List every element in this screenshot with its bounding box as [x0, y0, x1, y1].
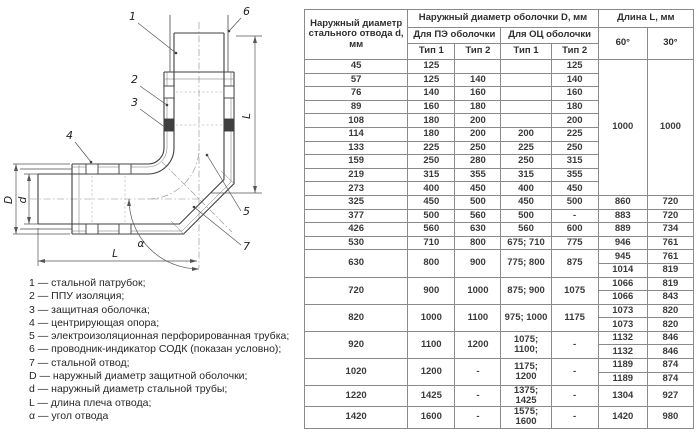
- cell-casing-diameter: -: [551, 209, 598, 223]
- dim-label-alpha: α: [137, 238, 145, 250]
- cell-steel-diameter: 57: [305, 73, 408, 87]
- legend-item: 3 — защитная оболочка;: [29, 303, 150, 316]
- cell-length-30: 820: [647, 318, 693, 332]
- spec-table: [304, 9, 694, 429]
- cell-length-60: 946: [598, 236, 647, 250]
- dim-label-d: d: [17, 196, 29, 204]
- legend-item: L — длина плеча отвода;: [29, 396, 152, 409]
- cell-length-30: 820: [647, 304, 693, 318]
- cell-casing-diameter: 200: [501, 127, 551, 141]
- cell-casing-diameter: 800: [455, 236, 501, 250]
- cell-casing-diameter: 140: [408, 87, 455, 101]
- cell-casing-diameter: 560: [408, 223, 455, 237]
- cell-casing-diameter: 280: [455, 155, 501, 169]
- cell-casing-diameter: [501, 100, 551, 114]
- legend-item: 5 — электроизоляционная перфорированная трубка;: [29, 330, 290, 343]
- cell-casing-diameter: 500: [455, 195, 501, 209]
- cell-casing-diameter: 250: [455, 141, 501, 155]
- table-row: [305, 223, 694, 237]
- cell-casing-diameter: 630: [455, 223, 501, 237]
- cell-casing-diameter: 500: [501, 209, 551, 223]
- cell-steel-diameter: 219: [305, 168, 408, 182]
- cell-casing-diameter: [501, 87, 551, 101]
- cell-length-30: 980: [647, 407, 693, 428]
- cell-length-30: 819: [647, 263, 693, 277]
- sodk-wires: [20, 15, 228, 229]
- cell-casing-diameter: 1375; 1425: [501, 386, 551, 407]
- cell-steel-diameter: 89: [305, 100, 408, 114]
- callout-4: 4: [66, 129, 73, 142]
- cell-steel-diameter: 920: [305, 331, 408, 358]
- cell-casing-diameter: 800: [408, 250, 455, 277]
- cell-casing-diameter: 500: [408, 209, 455, 223]
- cell-casing-diameter: 560: [455, 209, 501, 223]
- cell-casing-diameter: 1425: [408, 386, 455, 407]
- table-row: [305, 195, 694, 209]
- cell-casing-diameter: 225: [408, 141, 455, 155]
- legend: [29, 277, 289, 423]
- header-pe-type1: Тип 1: [408, 44, 455, 60]
- cell-casing-diameter: 250: [408, 155, 455, 169]
- cell-length-60: 1066: [598, 291, 647, 305]
- cell-casing-diameter: [501, 73, 551, 87]
- cell-casing-diameter: 1100: [408, 331, 455, 358]
- cell-steel-diameter: 133: [305, 141, 408, 155]
- dim-label-L-vertical: L: [241, 113, 253, 119]
- header-steel-diameter: Наружный диаметр стального отвода d, мм: [305, 10, 408, 60]
- cell-casing-diameter: 500: [551, 195, 598, 209]
- cell-length-60: 945: [598, 250, 647, 264]
- cell-casing-diameter: [501, 114, 551, 128]
- cell-casing-diameter: 450: [408, 195, 455, 209]
- dimension-labels: [3, 113, 253, 260]
- cell-steel-diameter: 1020: [305, 359, 408, 386]
- cell-casing-diameter: 180: [408, 114, 455, 128]
- cell-casing-diameter: 315: [551, 155, 598, 169]
- callout-5: 5: [243, 205, 250, 218]
- cell-length-30: 720: [647, 209, 693, 223]
- legend-item: 7 — стальной отвод;: [29, 356, 130, 369]
- cell-steel-diameter: 114: [305, 127, 408, 141]
- cell-steel-diameter: 630: [305, 250, 408, 277]
- cell-length-60: 1000: [598, 60, 647, 196]
- callout-2: 2: [131, 73, 138, 86]
- cell-length-30: 874: [647, 359, 693, 373]
- cell-casing-diameter: 250: [551, 141, 598, 155]
- cell-steel-diameter: 108: [305, 114, 408, 128]
- cell-casing-diameter: 1200: [408, 359, 455, 386]
- callout-leaders: [75, 18, 241, 245]
- cell-casing-diameter: 200: [455, 114, 501, 128]
- cell-length-60: 860: [598, 195, 647, 209]
- callout-1: 1: [129, 10, 136, 23]
- cell-casing-diameter: -: [551, 359, 598, 386]
- callout-6: 6: [243, 5, 250, 18]
- header-angle-60: 60°: [598, 28, 647, 60]
- cell-steel-diameter: 45: [305, 60, 408, 74]
- cell-casing-diameter: 400: [501, 182, 551, 196]
- cell-casing-diameter: 200: [551, 114, 598, 128]
- header-length: Длина L, мм: [598, 10, 693, 28]
- cell-steel-diameter: 325: [305, 195, 408, 209]
- table-row: [305, 386, 694, 407]
- cell-casing-diameter: 1075: [551, 277, 598, 304]
- table-row: [305, 236, 694, 250]
- cell-casing-diameter: -: [551, 331, 598, 358]
- cell-casing-diameter: 1575; 1600: [501, 407, 551, 428]
- cell-casing-diameter: 710: [408, 236, 455, 250]
- cell-casing-diameter: 775: [551, 236, 598, 250]
- cell-casing-diameter: 875: [551, 250, 598, 277]
- cell-length-60: 883: [598, 209, 647, 223]
- elbow-diagram: [0, 0, 300, 272]
- cell-casing-diameter: 1100: [455, 304, 501, 331]
- cell-casing-diameter: 450: [455, 182, 501, 196]
- table-header: [305, 10, 694, 60]
- table-row: [305, 277, 694, 291]
- table-row: [305, 209, 694, 223]
- table-row: [305, 359, 694, 373]
- cell-casing-diameter: 315: [408, 168, 455, 182]
- cell-length-30: 819: [647, 277, 693, 291]
- cell-casing-diameter: 140: [455, 73, 501, 87]
- cell-length-30: 761: [647, 236, 693, 250]
- cell-casing-diameter: 775; 800: [501, 250, 551, 277]
- cell-casing-diameter: 200: [455, 127, 501, 141]
- cell-steel-diameter: 1220: [305, 386, 408, 407]
- cell-casing-diameter: 125: [551, 60, 598, 74]
- cell-casing-diameter: 900: [408, 277, 455, 304]
- cell-casing-diameter: 180: [455, 100, 501, 114]
- cell-steel-diameter: 820: [305, 304, 408, 331]
- callout-labels: [66, 5, 250, 253]
- cell-steel-diameter: 273: [305, 182, 408, 196]
- table-row: [305, 407, 694, 428]
- cell-steel-diameter: 720: [305, 277, 408, 304]
- cell-casing-diameter: 315: [501, 168, 551, 182]
- cell-casing-diameter: 225: [501, 141, 551, 155]
- legend-item: 2 — ППУ изоляция;: [29, 290, 125, 303]
- cell-length-30: 761: [647, 250, 693, 264]
- cell-casing-diameter: [501, 60, 551, 74]
- cell-casing-diameter: 225: [551, 127, 598, 141]
- cell-casing-diameter: 560: [501, 223, 551, 237]
- cell-casing-diameter: 600: [551, 223, 598, 237]
- cell-length-30: 1000: [647, 60, 693, 196]
- cell-casing-diameter: 160: [551, 87, 598, 101]
- cell-casing-diameter: 160: [408, 100, 455, 114]
- cell-length-60: 889: [598, 223, 647, 237]
- cell-casing-diameter: 250: [501, 155, 551, 169]
- cell-casing-diameter: 355: [551, 168, 598, 182]
- cell-length-30: 927: [647, 386, 693, 407]
- cell-casing-diameter: 1000: [408, 304, 455, 331]
- cell-steel-diameter: 1420: [305, 407, 408, 428]
- cell-casing-diameter: [455, 60, 501, 74]
- header-oc-casing: Для ОЦ оболочки: [501, 28, 598, 44]
- cell-casing-diameter: 1175; 1200: [501, 359, 551, 386]
- legend-item: 6 — проводник-индикатор СОДК (показан условно);: [29, 343, 282, 356]
- cell-steel-diameter: 377: [305, 209, 408, 223]
- table-row: [305, 250, 694, 264]
- table-row: [305, 331, 694, 345]
- cell-length-30: 874: [647, 372, 693, 386]
- cell-casing-diameter: 675; 710: [501, 236, 551, 250]
- cell-casing-diameter: 900: [455, 250, 501, 277]
- cell-casing-diameter: 975; 1000: [501, 304, 551, 331]
- cell-casing-diameter: 875; 900: [501, 277, 551, 304]
- cell-casing-diameter: 1600: [408, 407, 455, 428]
- legend-item: d — наружный диаметр стальной трубы;: [29, 383, 228, 396]
- cell-steel-diameter: 530: [305, 236, 408, 250]
- dim-label-D: D: [3, 195, 15, 205]
- cell-casing-diameter: 1200: [455, 331, 501, 358]
- cell-casing-diameter: 160: [455, 87, 501, 101]
- cell-casing-diameter: 355: [455, 168, 501, 182]
- cell-casing-diameter: 1075; 1100;: [501, 331, 551, 358]
- cell-length-60: 1073: [598, 304, 647, 318]
- casing-outline: [72, 72, 234, 234]
- legend-item: 4 — центрирующая опора;: [29, 316, 160, 329]
- cell-casing-diameter: 1175: [551, 304, 598, 331]
- header-pe-type2: Тип 2: [455, 44, 501, 60]
- cell-casing-diameter: 180: [408, 127, 455, 141]
- header-oc-type1: Тип 1: [501, 44, 551, 60]
- cell-length-30: 846: [647, 331, 693, 345]
- cell-length-60: 1132: [598, 345, 647, 359]
- cell-casing-diameter: -: [455, 407, 501, 428]
- cell-length-30: 720: [647, 195, 693, 209]
- table-row: [305, 60, 694, 74]
- legend-item: D — наружный диаметр защитной оболочки;: [29, 370, 248, 383]
- cell-casing-diameter: 450: [551, 182, 598, 196]
- header-angle-30: 30°: [647, 28, 693, 60]
- cell-length-60: 1304: [598, 386, 647, 407]
- legend-item: 1 — стальной патрубок;: [29, 277, 146, 289]
- callout-3: 3: [131, 96, 138, 109]
- cell-length-60: 1420: [598, 407, 647, 428]
- cell-length-60: 1014: [598, 263, 647, 277]
- cell-casing-diameter: 180: [551, 100, 598, 114]
- cell-steel-diameter: 426: [305, 223, 408, 237]
- cell-casing-diameter: -: [551, 386, 598, 407]
- cell-length-60: 1189: [598, 359, 647, 373]
- cell-casing-diameter: 400: [408, 182, 455, 196]
- cell-length-60: 1132: [598, 331, 647, 345]
- dimension-lines: [13, 36, 262, 271]
- cell-steel-diameter: 76: [305, 87, 408, 101]
- legend-item: α — угол отвода: [29, 409, 109, 422]
- cell-length-30: 734: [647, 223, 693, 237]
- cell-length-60: 1189: [598, 372, 647, 386]
- callout-7: 7: [243, 240, 250, 253]
- table-body: [305, 60, 694, 429]
- cell-casing-diameter: -: [455, 359, 501, 386]
- dim-label-L-horizontal: L: [112, 248, 118, 260]
- cell-casing-diameter: 125: [408, 73, 455, 87]
- cell-length-30: 843: [647, 291, 693, 305]
- cell-casing-diameter: -: [455, 386, 501, 407]
- cell-length-60: 1073: [598, 318, 647, 332]
- header-oc-type2: Тип 2: [551, 44, 598, 60]
- cell-casing-diameter: 450: [501, 195, 551, 209]
- cell-steel-diameter: 159: [305, 155, 408, 169]
- table-row: [305, 304, 694, 318]
- header-pe-casing: Для ПЭ оболочки: [408, 28, 501, 44]
- header-casing-diameter: Наружный диаметр оболочки D, мм: [408, 10, 598, 28]
- cell-casing-diameter: -: [551, 407, 598, 428]
- cell-casing-diameter: 125: [408, 60, 455, 74]
- cell-casing-diameter: 140: [551, 73, 598, 87]
- cell-length-30: 846: [647, 345, 693, 359]
- cell-length-60: 1066: [598, 277, 647, 291]
- cell-casing-diameter: 1000: [455, 277, 501, 304]
